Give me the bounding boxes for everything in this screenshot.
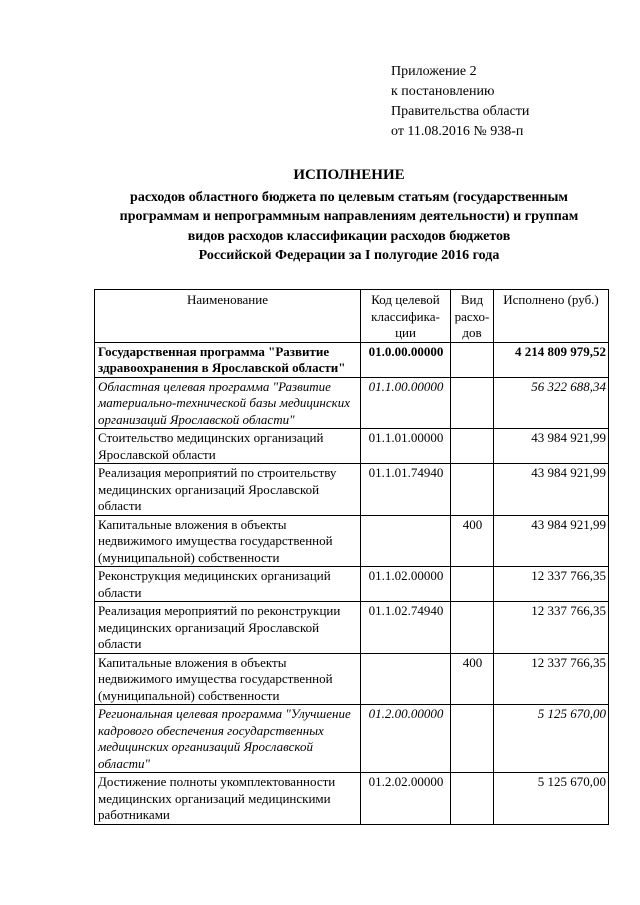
header-kind: Вид расхо-дов — [451, 290, 494, 343]
row-amount-cell: 56 322 688,34 — [494, 377, 609, 429]
title-line: расходов областного бюджета по целевым статьям (государственным — [130, 189, 568, 205]
table-row — [95, 567, 609, 602]
title-line: Российской Федерации за I полугодие 2016 года — [198, 248, 500, 263]
header-amount: Исполнено (руб.) — [494, 290, 609, 343]
row-name-cell: Капитальные вложения в объекты недвижимого имущества государственной (муниципальной) собственности — [95, 515, 361, 567]
row-amount-cell: 43 984 921,99 — [494, 464, 609, 516]
row-kind-cell — [451, 567, 494, 602]
title-main: ИСПОЛНЕНИЕ — [293, 167, 405, 183]
row-code-cell: 01.1.00.00000 — [361, 377, 451, 429]
row-name-cell: Государственная программа "Развитие здравоохранения в Ярославской области" — [95, 342, 361, 377]
row-kind-cell — [451, 464, 494, 516]
row-code-cell: 01.1.01.74940 — [361, 464, 451, 516]
row-kind-cell — [451, 705, 494, 773]
row-code-cell: 01.1.01.00000 — [361, 429, 451, 464]
row-name-cell: Областная целевая программа "Развитие материально-технической базы медицинских организаций Ярославской области" — [95, 377, 361, 429]
table-row — [95, 515, 609, 567]
document-title — [80, 166, 618, 266]
table-row — [95, 464, 609, 516]
table-row — [95, 429, 609, 464]
row-code-cell: 01.1.02.00000 — [361, 567, 451, 602]
table-row — [95, 705, 609, 773]
row-name-cell: Капитальные вложения в объекты недвижимого имущества государственной (муниципальной) собственности — [95, 653, 361, 705]
appendix-line: Правительства области — [391, 104, 530, 119]
header-code: Код целевой классифика-ции — [361, 290, 451, 343]
row-amount-cell: 12 337 766,35 — [494, 602, 609, 654]
appendix-line: к постановлению — [391, 84, 495, 99]
table-row — [95, 377, 609, 429]
row-kind-cell: 400 — [451, 653, 494, 705]
table-row — [95, 773, 609, 825]
row-amount-cell: 43 984 921,99 — [494, 429, 609, 464]
row-code-cell — [361, 515, 451, 567]
row-code-cell: 01.2.00.00000 — [361, 705, 451, 773]
appendix-block — [391, 62, 529, 142]
row-code-cell: 01.0.00.00000 — [361, 342, 451, 377]
row-name-cell: Стоительство медицинских организаций Ярославской области — [95, 429, 361, 464]
table-header-row — [95, 290, 609, 343]
title-line: видов расходов классификации расходов бюджетов — [187, 228, 511, 244]
row-kind-cell — [451, 342, 494, 377]
table-row — [95, 602, 609, 654]
row-name-cell: Региональная целевая программа "Улучшение кадрового обеспечения государственных медицинских организаций Ярославской области" — [95, 705, 361, 773]
row-code-cell: 01.1.02.74940 — [361, 602, 451, 654]
budget-table — [94, 289, 609, 825]
row-kind-cell — [451, 429, 494, 464]
row-kind-cell — [451, 602, 494, 654]
row-amount-cell: 43 984 921,99 — [494, 515, 609, 567]
row-amount-cell: 4 214 809 979,52 — [494, 342, 609, 377]
row-kind-cell — [451, 773, 494, 825]
header-name: Наименование — [95, 290, 361, 343]
row-code-cell — [361, 653, 451, 705]
row-amount-cell: 5 125 670,00 — [494, 773, 609, 825]
row-name-cell: Реализация мероприятий по строительству медицинских организаций Ярославской области — [95, 464, 361, 516]
title-line: программам и непрограммным направлениям деятельности) и группам — [119, 209, 579, 224]
appendix-line: Приложение 2 — [391, 64, 477, 79]
row-kind-cell: 400 — [451, 515, 494, 567]
row-name-cell: Реализация мероприятий по реконструкции медицинских организаций Ярославской области — [95, 602, 361, 654]
row-name-cell: Реконструкция медицинских организаций области — [95, 567, 361, 602]
row-name-cell: Достижение полноты укомплектованности медицинских организаций медицинскими работниками — [95, 773, 361, 825]
appendix-line: от 11.08.2016 № 938-п — [391, 124, 524, 139]
row-amount-cell: 12 337 766,35 — [494, 653, 609, 705]
row-amount-cell: 12 337 766,35 — [494, 567, 609, 602]
row-code-cell: 01.2.02.00000 — [361, 773, 451, 825]
table-row — [95, 342, 609, 377]
table-row — [95, 653, 609, 705]
row-amount-cell: 5 125 670,00 — [494, 705, 609, 773]
row-kind-cell — [451, 377, 494, 429]
